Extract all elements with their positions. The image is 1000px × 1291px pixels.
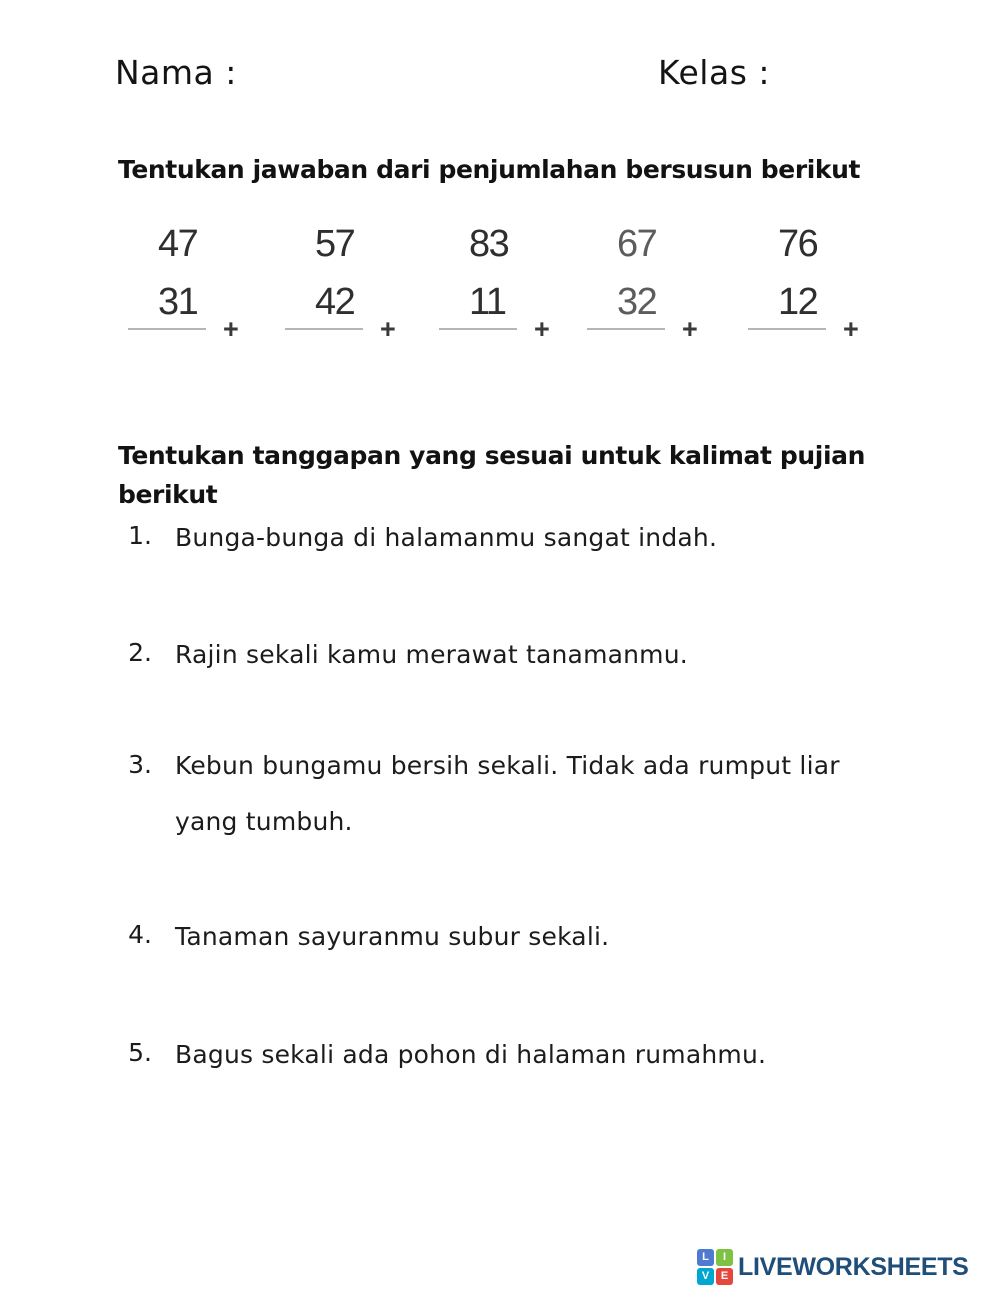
item-text: Bagus sekali ada pohon di halaman rumahmu. xyxy=(175,1040,767,1069)
addend-bottom: 11 xyxy=(469,281,506,323)
logo-tile-l: L xyxy=(697,1249,714,1266)
plus-icon: + xyxy=(380,313,396,344)
sum-answer-line[interactable] xyxy=(587,328,665,330)
addend-top: 47 xyxy=(158,223,198,265)
class-label: Kelas : xyxy=(658,53,770,92)
addition-problem xyxy=(587,225,735,345)
addend-top: 57 xyxy=(315,223,355,265)
item-number: 1. xyxy=(128,521,152,550)
sum-answer-line[interactable] xyxy=(285,328,363,330)
item-number: 5. xyxy=(128,1038,152,1067)
math-section-heading: Tentukan jawaban dari penjumlahan bersusun berikut xyxy=(118,155,861,184)
item-number: 3. xyxy=(128,750,152,779)
logo-tile-v: V xyxy=(697,1268,714,1285)
item-text: Kebun bungamu bersih sekali. Tidak ada rumput liar yang tumbuh. xyxy=(175,751,840,836)
addend-bottom: 12 xyxy=(778,281,818,323)
addend-top: 67 xyxy=(617,223,657,265)
addition-problem xyxy=(439,225,587,345)
logo-tile-i: I xyxy=(716,1249,733,1266)
name-label: Nama : xyxy=(115,53,237,92)
liveworksheets-logo[interactable] xyxy=(697,1249,969,1285)
sum-answer-line[interactable] xyxy=(439,328,517,330)
item-text: Tanaman sayuranmu subur sekali. xyxy=(175,922,610,951)
addend-bottom: 32 xyxy=(617,281,657,323)
plus-icon: + xyxy=(843,313,859,344)
plus-icon: + xyxy=(682,313,698,344)
plus-icon: + xyxy=(534,313,550,344)
sum-answer-line[interactable] xyxy=(128,328,206,330)
liveworksheets-tiles-icon xyxy=(697,1249,733,1285)
addend-top: 76 xyxy=(778,223,818,265)
item-text: Bunga-bunga di halamanmu sangat indah. xyxy=(175,523,718,552)
item-number: 4. xyxy=(128,920,152,949)
addend-bottom: 42 xyxy=(315,281,355,323)
addition-problem xyxy=(748,225,896,345)
item-number: 2. xyxy=(128,638,152,667)
brand-wordmark: LIVEWORKSHEETS xyxy=(738,1252,969,1281)
addition-problem xyxy=(128,225,276,345)
item-text: Rajin sekali kamu merawat tanamanmu. xyxy=(175,640,688,669)
response-section-heading: Tentukan tanggapan yang sesuai untuk kalimat pujian berikut xyxy=(118,441,865,509)
plus-icon: + xyxy=(223,313,239,344)
addition-problem xyxy=(285,225,433,345)
sum-answer-line[interactable] xyxy=(748,328,826,330)
addend-bottom: 31 xyxy=(158,281,198,323)
logo-tile-e: E xyxy=(716,1268,733,1285)
addend-top: 83 xyxy=(469,223,509,265)
